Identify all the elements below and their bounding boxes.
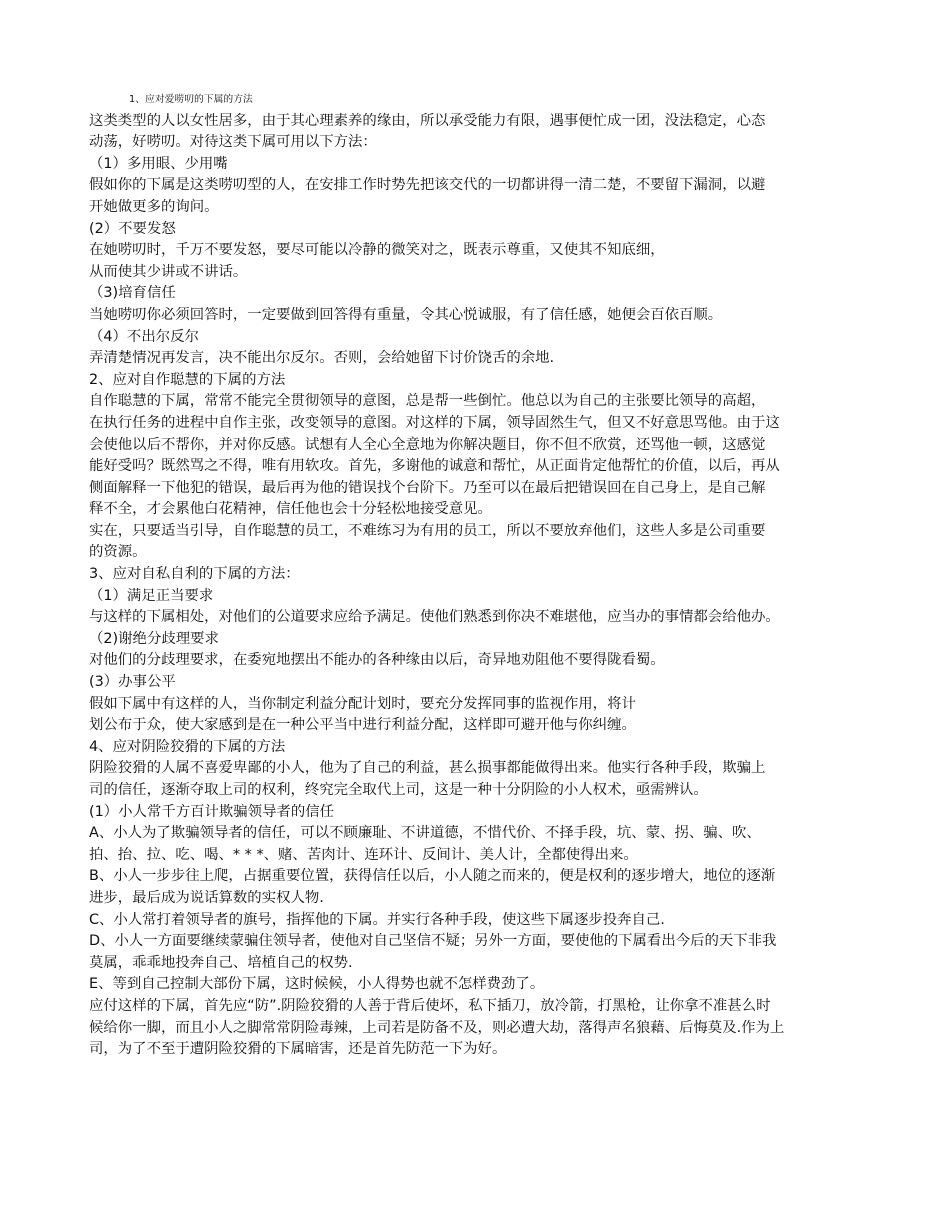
text-line: 拍、抬、拉、吃、喝、* * *、赌、苦肉计、连环计、反间计、美人计，全都使得出来。	[89, 846, 638, 863]
text-line: 会使他以后不帮你，并对你反感。试想有人全心全意地为你解决题目，你不但不欣赏，还骂他一顿，这感觉	[89, 436, 766, 453]
text-line: 司的信任，逐渐夺取上司的权利，终究完全取代上司，这是一种十分阴险的小人权术，亟需辨认。	[89, 782, 708, 798]
text-line: 侧面解释一下他犯的错误，最后再为他的错误找个台阶下。乃至可以在最后把错误回在自己身上，是自己解	[89, 479, 766, 496]
text-line: 假如你的下属是这类唠叨型的人，在安排工作时势先把该交代的一切都讲得一清二楚，不要留下漏洞，以避	[89, 177, 766, 194]
text-line: 候给你一脚，而且小人之脚常常阴险毒辣，上司若是防备不及，则必遭大劫，落得声名狼藉、后悔莫及.作为上	[89, 1019, 785, 1036]
text-line: 划公布于众，使大家感到是在一种公平当中进行利益分配，这样即可避开他与你纠缠。	[89, 717, 636, 734]
text-line: 这类类型的人以女性居多，由于其心理素养的缘由，所以承受能力有限，遇事便忙成一团，没法稳定，心态	[89, 112, 766, 129]
text-line: 的资源。	[89, 544, 147, 561]
text-line: 当她唠叨你必须回答时，一定要做到回答得有重量，令其心悦诚服，有了信任感，她便会百依百顺。	[89, 306, 723, 323]
text-line: 自作聪慧的下属，常常不能完全贯彻领导的意图，总是帮一些倒忙。他总以为自己的主张要比领导的高超，	[89, 393, 766, 410]
text-line: （1）多用眼、少用嘴	[89, 155, 228, 172]
text-line: 能好受吗？既然骂之不得，唯有用软攻。首先，多谢他的诚意和帮忙，从正面肯定他帮忙的价值，以后，再从	[89, 458, 780, 475]
text-line: 3、应对自私自利的下属的方法：	[89, 566, 300, 583]
text-line: （4）不出尔反尔	[89, 328, 199, 345]
text-line: 在她唠叨时，千万不要发怒，要尽可能以冷静的微笑对之，既表示尊重，又使其不知底细，	[89, 242, 665, 259]
text-line: (3）办事公平	[89, 674, 176, 691]
text-line: （3)培育信任	[89, 285, 176, 302]
text-line: 4、应对阴险狡猾的下属的方法	[89, 738, 286, 755]
text-line: 释不全，才会累他白花精神，信任他也会十分轻松地接受意见。	[89, 501, 492, 518]
text-line: D、小人一方面要继续蒙骗住领导者，使他对自己坚信不疑；另外一方面，要使他的下属看出今后的天下非我	[89, 933, 777, 950]
text-line: 与这样的下属相处，对他们的公道要求应给予满足。使他们熟悉到你决不难堪他，应当办的事情都会给他办。	[89, 609, 780, 626]
text-line: 假如下属中有这样的人，当你制定利益分配计划时，要充分发挥同事的监视作用，将计	[89, 695, 636, 712]
text-line: 开她做更多的询问。	[89, 198, 219, 215]
text-line: 在执行任务的进程中自作主张，改变领导的意图。对这样的下属，领导固然生气，但又不好意思骂他。由于这	[89, 414, 780, 431]
text-line: （2)谢绝分歧理要求	[89, 630, 219, 647]
text-line: 动荡，好唠叨。对待这类下属可用以下方法：	[89, 134, 377, 151]
text-line: 对他们的分歧理要求，在委宛地摆出不能办的各种缘由以后，奇异地劝阻他不要得陇看蜀。	[89, 652, 665, 669]
section-title: 1、应对爱唠叨的下属的方法	[129, 94, 253, 105]
document-body	[89, 89, 869, 1061]
text-line: (2）不要发怒	[89, 220, 176, 237]
text-line: C、小人常打着领导者的旗号，指挥他的下属。并实行各种手段，使这些下属逐步投奔自己.	[89, 911, 665, 928]
text-line: 莫属，乖乖地投奔自己、培植自己的权势.	[89, 954, 353, 971]
text-line: B、小人一步步往上爬，占据重要位置，获得信任以后，小人随之而来的，便是权利的逐步增大，地位的逐渐	[89, 868, 776, 885]
text-line: 实在，只要适当引导，自作聪慧的员工，不难练习为有用的员工，所以不要放弃他们，这些人多是公司重要	[89, 522, 766, 539]
text-line: E、等到自己控制大部份下属，这时候候，小人得势也就不怎样费劲了。	[89, 976, 545, 993]
text-line: （1）满足正当要求	[89, 587, 214, 604]
text-line: (1）小人常千方百计欺骗领导者的信任	[89, 803, 335, 820]
text-line: 进步，最后成为说话算数的实权人物.	[89, 889, 324, 906]
text-line: 弄清楚情况再发言，决不能出尔反尔。否则，会给她留下讨价饶舌的余地.	[89, 350, 555, 367]
text-line: 2、应对自作聪慧的下属的方法	[89, 371, 286, 388]
text-line: 应付这样的下属，首先应“防”.阴险狡猾的人善于背后使坏，私下插刀，放冷箭，打黑枪，让你拿不准甚么时	[89, 997, 771, 1014]
text-line: A、小人为了欺骗领导者的信任，可以不顾廉耻、不讲道德，不惜代价、不择手段，坑、蒙、拐、骗、吹、	[89, 825, 761, 842]
text-line: 阴险狡猾的人属不喜爱卑鄙的小人，他为了自己的利益，甚么损事都能做得出来。他实行各种手段，欺骗上	[89, 760, 766, 777]
text-line: 司，为了不至于遭阴险狡猾的下属暗害，还是首先防范一下为好。	[89, 1041, 507, 1058]
text-line: 从而使其少讲或不讲话。	[89, 263, 248, 280]
